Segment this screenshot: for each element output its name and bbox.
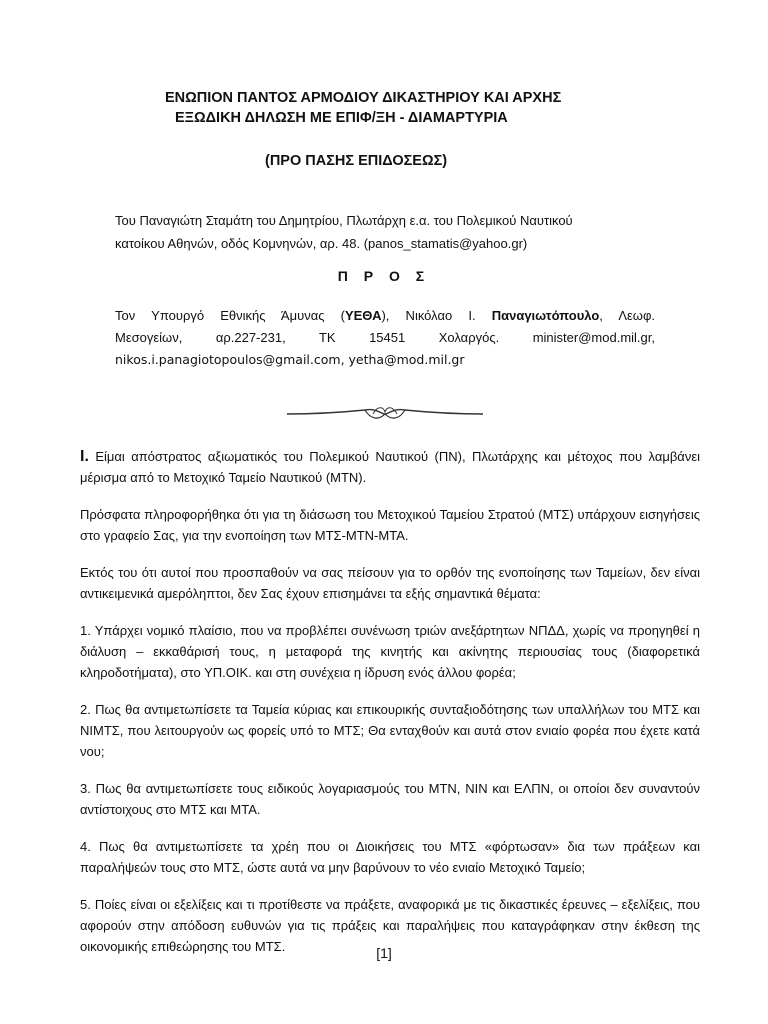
paragraph-1-text: Είμαι απόστρατος αξιωματικός του Πολεμικού Ναυτικού (ΠΝ), Πλωτάρχης και μέτοχος που λαμβάνει μέρισμα από το Μετοχικό Ταμείο Ναυτικού (ΜΤΝ). (80, 449, 700, 485)
recipient-surname: Παναγιωτόπουλο (491, 308, 600, 323)
header-title-line: ΕΞΩΔΙΚΗ ΔΗΛΩΣΗ ΜΕ ΕΠΙΦ/ΞΗ - ΔΙΑΜΑΡΤΥΡΙΑ (175, 110, 508, 126)
paragraph-5: 2. Πως θα αντιμετωπίσετε τα Ταμεία κύριας και επικουρικής συνταξιοδότησης των υπαλλήλων του ΜΤΣ και ΝΙΜΤΣ, που λειτουργούν ως φορείς υπό το ΜΤΣ; Θα ενταχθούν και αυτά στον ενιαίο φορέα που έχετε κατά νου; (80, 702, 700, 759)
body-text (80, 446, 700, 973)
sender-block (115, 209, 655, 255)
ornament-divider-icon (285, 402, 485, 426)
section-numeral: Ι. (80, 448, 89, 465)
sender-line-1: Του Παναγιώτη Σταμάτη του Δημητρίου, Πλωτάρχη ε.α. του Πολεμικού Ναυτικού (115, 213, 573, 228)
recipient-line-1-a: Τον Υπουργό Εθνικής Άμυνας ( (115, 308, 345, 323)
recipient-line-1-e: , Λεωφ. (599, 308, 655, 323)
paragraph-1 (80, 446, 700, 488)
recipient-line-3: nikos.i.panagiotopoulos@gmail.com, yetha@mod.mil.gr (115, 352, 465, 367)
paragraph-6: 3. Πως θα αντιμετωπίσετε τους ειδικούς λογαριασμούς του ΜΤΝ, ΝΙΝ και ΕΛΠΝ, οι οποίοι δεν συναντούν αντίστοιχους στο ΜΤΣ και ΜΤΑ. (80, 781, 700, 817)
paragraph-8: 5. Ποίες είναι οι εξελίξεις και τι προτίθεστε να πράξετε, αναφορικά με τις δικαστικές έρευνες – εξελίξεις, που αφορούν στην απόδοση ευθυνών για τις πράξεις και παραλήψεις που καταγράφηκαν στην έκθεση της οικονομικής επιθεώρησης του ΜΤΣ. (80, 897, 700, 954)
recipient-block (115, 305, 655, 371)
sender-line-2: κατοίκου Αθηνών, οδός Κομνηνών, αρ. 48. (panos_stamatis@yahoo.gr) (115, 236, 528, 251)
header-subtitle-line: (ΠΡΟ ΠΑΣΗΣ ΕΠΙΔΟΣΕΩΣ) (265, 153, 448, 169)
page-number: [1] (376, 945, 392, 961)
recipient-line-1-c: ), Νικόλαο Ι. (381, 308, 492, 323)
recipient-ministry-abbr: ΥΕΘΑ (344, 308, 382, 323)
paragraph-3: Εκτός του ότι αυτοί που προσπαθούν να σας πείσουν για το ορθόν της ενοποίησης των Ταμείων, δεν είναι αντικειμενικά αμερόληπτοι, δεν Σας έχουν επισημάνει τα εξής σημαντικά θέματα: (80, 565, 700, 601)
to-label: Π Ρ Ο Σ (337, 268, 431, 284)
paragraph-7: 4. Πως θα αντιμετωπίσετε τα χρέη που οι Διοικήσεις του ΜΤΣ «φόρτωσαν» δια των πράξεων και παραλήψεών τους στο ΜΤΣ, ώστε αυτά να μην βαρύνουν το νέο ενιαίο Μετοχικό Ταμείο; (80, 839, 700, 875)
recipient-line-2: Μεσογείων, αρ.227-231, ΤΚ 15451 Χολαργός. minister@mod.mil.gr, (115, 330, 655, 345)
paragraph-4: 1. Υπάρχει νομικό πλαίσιο, που να προβλέπει συνένωση τριών ανεξάρτητων ΝΠΔΔ, χωρίς να προηγηθεί η διάλυση – εκκαθάρισή τους, η μεταφορά της κινητής και ακίνητης περιουσίας τους (διαφορετικά κληροδοτήματα), στο ΥΠ.ΟΙΚ. και στη συνέχεια η ίδρυση ενός άλλου φορέα; (80, 623, 700, 680)
paragraph-2: Πρόσφατα πληροφορήθηκα ότι για τη διάσωση του Μετοχικού Ταμείου Στρατού (ΜΤΣ) υπάρχουν εισηγήσεις στο γραφείο Σας, για την ενοποίηση των ΜΤΣ-ΜΤΝ-ΜΤΑ. (80, 507, 700, 543)
recipient-line-1 (115, 305, 655, 327)
header-court-line: ΕΝΩΠΙΟΝ ΠΑΝΤΟΣ ΑΡΜΟΔΙΟΥ ΔΙΚΑΣΤΗΡΙΟΥ ΚΑΙ ΑΡΧΗΣ (165, 90, 562, 106)
